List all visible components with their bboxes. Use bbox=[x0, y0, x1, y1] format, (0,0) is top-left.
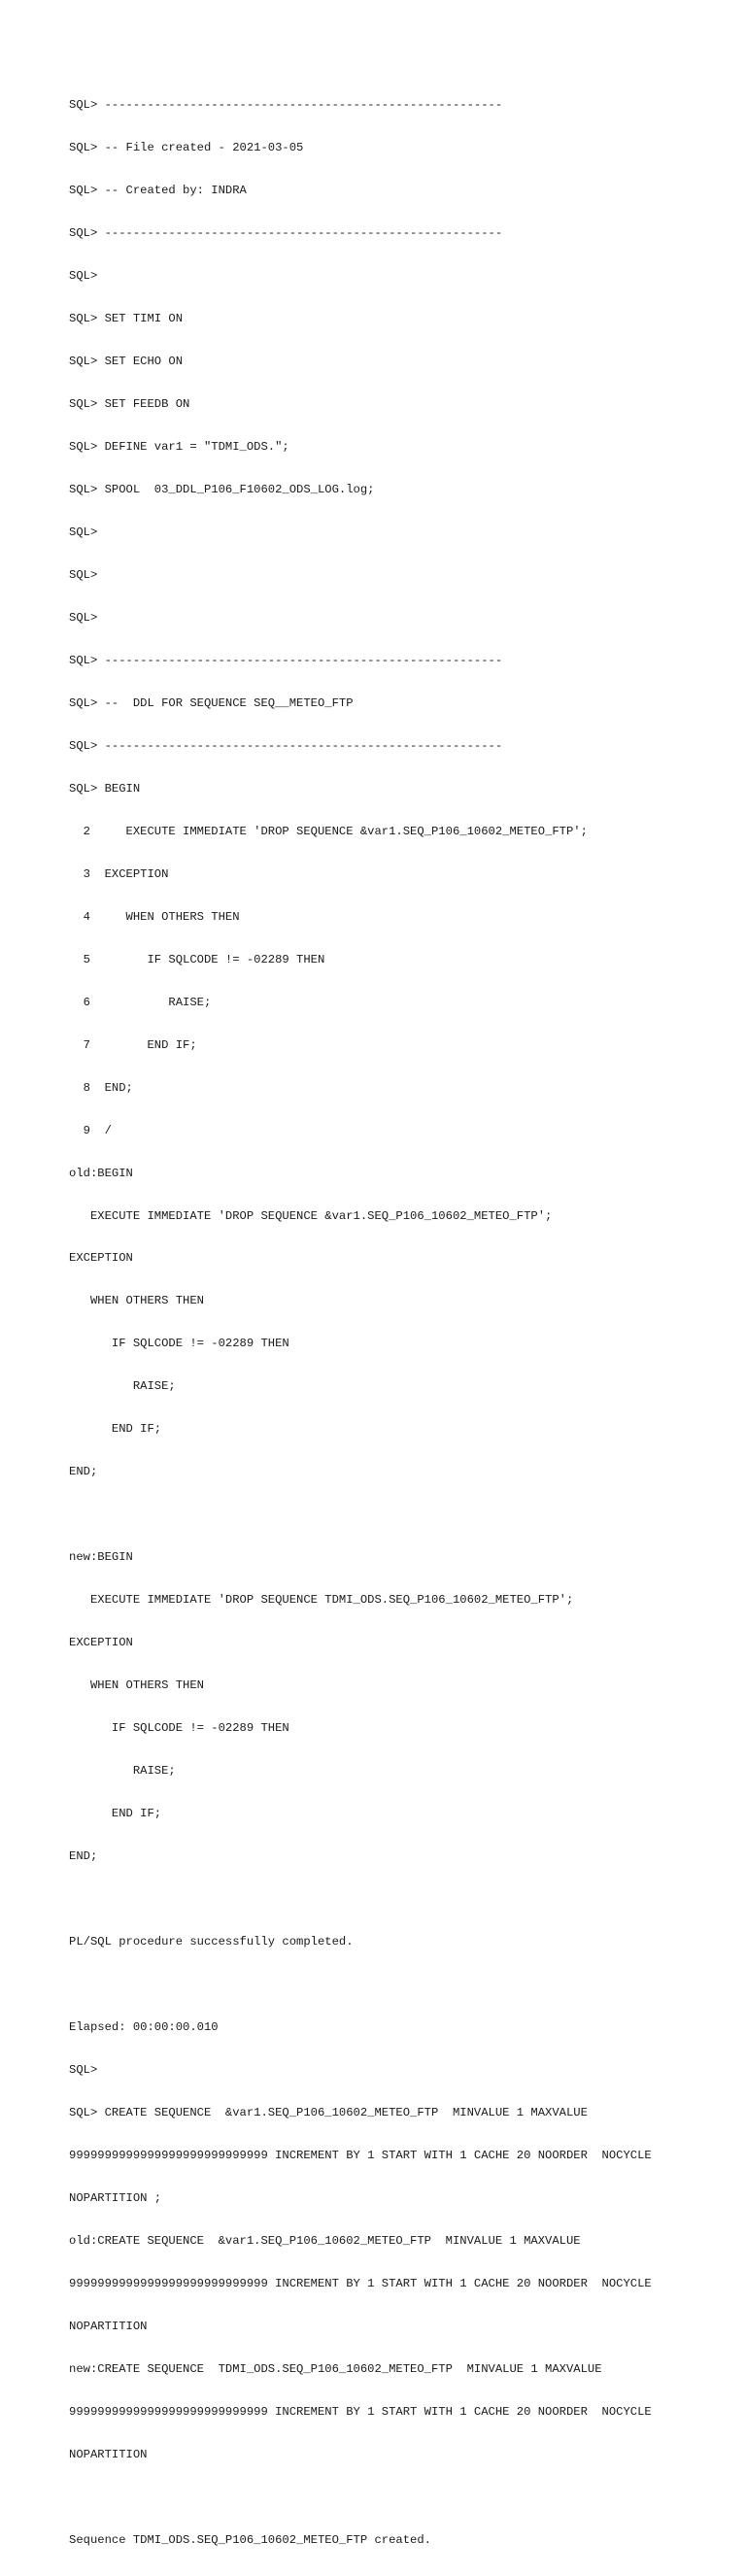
log-line: SQL> SET TIMI ON bbox=[69, 312, 184, 326]
log-line: 7 END IF; bbox=[69, 1037, 197, 1052]
log-line: SQL> bbox=[69, 610, 98, 625]
log-line bbox=[69, 1508, 739, 1522]
log-line: 9999999999999999999999999999 INCREMENT BY 1 START WITH 1 CACHE 20 NOORDER NOCYCLE bbox=[69, 2276, 652, 2290]
log-line: 3 EXCEPTION bbox=[69, 866, 169, 881]
log-line: SQL> DEFINE var1 = "TDMI_ODS."; bbox=[69, 440, 289, 455]
log-line: Sequence TDMI_ODS.SEQ_P106_10602_METEO_FTP created. bbox=[69, 2532, 431, 2547]
log-line: new:BEGIN bbox=[69, 1550, 133, 1565]
log-line: 9 / bbox=[69, 1123, 112, 1137]
log-line: IF SQLCODE != -02289 THEN bbox=[69, 1337, 289, 1351]
log-line: SQL> -------------------------------------------------------- bbox=[69, 738, 503, 753]
log-line: END; bbox=[69, 1465, 98, 1479]
log-line: SQL> BEGIN bbox=[69, 781, 141, 796]
log-line: SQL> -- Created by: INDRA bbox=[69, 184, 247, 198]
sql-log bbox=[69, 70, 739, 2576]
log-line bbox=[69, 2491, 739, 2505]
log-line: NOPARTITION bbox=[69, 2447, 148, 2461]
log-line: Elapsed: 00:00:00.010 bbox=[69, 2019, 219, 2034]
log-line: new:CREATE SEQUENCE TDMI_ODS.SEQ_P106_10602_METEO_FTP MINVALUE 1 MAXVALUE bbox=[69, 2361, 602, 2376]
log-line: 4 WHEN OTHERS THEN bbox=[69, 909, 240, 924]
log-line: 9999999999999999999999999999 INCREMENT BY 1 START WITH 1 CACHE 20 NOORDER NOCYCLE bbox=[69, 2404, 652, 2419]
log-line: old:CREATE SEQUENCE &var1.SEQ_P106_10602_METEO_FTP MINVALUE 1 MAXVALUE bbox=[69, 2233, 581, 2248]
log-line: SQL> bbox=[69, 2062, 98, 2077]
log-line: SQL> CREATE SEQUENCE &var1.SEQ_P106_10602_METEO_FTP MINVALUE 1 MAXVALUE bbox=[69, 2105, 588, 2119]
log-line: 9999999999999999999999999999 INCREMENT BY 1 START WITH 1 CACHE 20 NOORDER NOCYCLE bbox=[69, 2148, 652, 2162]
log-line: NOPARTITION bbox=[69, 2319, 148, 2333]
log-line: EXECUTE IMMEDIATE 'DROP SEQUENCE TDMI_ODS.SEQ_P106_10602_METEO_FTP'; bbox=[69, 1593, 574, 1608]
log-line: RAISE; bbox=[69, 1379, 176, 1394]
log-line: EXCEPTION bbox=[69, 1636, 133, 1650]
log-line: SQL> -------------------------------------------------------- bbox=[69, 98, 503, 113]
log-line: EXCEPTION bbox=[69, 1251, 133, 1266]
log-line: SQL> -- File created - 2021-03-05 bbox=[69, 141, 304, 155]
log-line: SQL> SET FEEDB ON bbox=[69, 397, 190, 412]
log-line: SQL> bbox=[69, 567, 98, 582]
document-page bbox=[69, 70, 739, 2576]
log-line: END IF; bbox=[69, 1422, 162, 1437]
log-line: 5 IF SQLCODE != -02289 THEN bbox=[69, 952, 325, 966]
log-line: IF SQLCODE != -02289 THEN bbox=[69, 1721, 289, 1736]
log-line: SQL> bbox=[69, 525, 98, 539]
log-line: PL/SQL procedure successfully completed. bbox=[69, 1934, 354, 1949]
log-line: 8 END; bbox=[69, 1080, 133, 1095]
log-line: SQL> SPOOL 03_DDL_P106_F10602_ODS_LOG.log; bbox=[69, 483, 375, 497]
log-line: SQL> -------------------------------------------------------- bbox=[69, 226, 503, 241]
log-line bbox=[69, 1892, 739, 1907]
log-line: END; bbox=[69, 1849, 98, 1864]
log-line: WHEN OTHERS THEN bbox=[69, 1678, 204, 1693]
log-line: 6 RAISE; bbox=[69, 995, 212, 1009]
log-line: EXECUTE IMMEDIATE 'DROP SEQUENCE &var1.SEQ_P106_10602_METEO_FTP'; bbox=[69, 1208, 553, 1223]
log-line: SQL> -------------------------------------------------------- bbox=[69, 653, 503, 667]
log-line: old:BEGIN bbox=[69, 1166, 133, 1180]
log-line: SQL> bbox=[69, 269, 98, 284]
log-line: RAISE; bbox=[69, 1764, 176, 1779]
log-line: SQL> -- DDL FOR SEQUENCE SEQ__METEO_FTP bbox=[69, 695, 354, 710]
log-line: SQL> SET ECHO ON bbox=[69, 355, 184, 369]
log-line: WHEN OTHERS THEN bbox=[69, 1294, 204, 1308]
log-line: NOPARTITION ; bbox=[69, 2190, 162, 2205]
log-line: END IF; bbox=[69, 1807, 162, 1821]
log-line bbox=[69, 1978, 739, 1992]
log-line: 2 EXECUTE IMMEDIATE 'DROP SEQUENCE &var1.SEQ_P106_10602_METEO_FTP'; bbox=[69, 824, 588, 838]
